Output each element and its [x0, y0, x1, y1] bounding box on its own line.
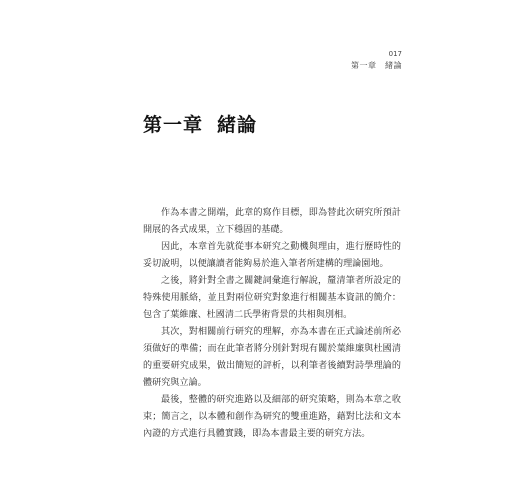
- page-number: 017: [388, 50, 402, 58]
- paragraph: 作為本書之開端，此章的寫作目標，即為替此次研究所預計開展的各式成果，立下穩固的基礎。: [143, 208, 401, 235]
- paragraph: 之後，將針對全書之關鍵詞彙進行解說，釐清筆者所設定的特殊使用脈絡，並且對兩位研究對象進行相關基本資訊的簡介：包含了葉維廉、杜國清二氏學術背景的共相與別相。: [143, 276, 401, 320]
- chapter-title: [143, 110, 257, 137]
- paragraph: 因此，本章首先就從事本研究之動機與理由，進行歷時性的妥切說明，以便讓讀者能夠易於進入筆者所建構的理論園地。: [143, 242, 401, 269]
- chapter-number: 第一章: [143, 114, 204, 136]
- paragraph: 其次，對相關前行研究的理解，亦為本書在正式論述前所必須做好的準備；而在此筆者將分別針對現有關於葉維廉與杜國清的重要研究成果，做出簡短的評析，以利筆者後續對詩學理論的體研究與立論。: [143, 327, 401, 388]
- paragraph: 最後，整體的研究進路以及細部的研究策略，則為本章之收束；簡言之，以本體和創作為研究的雙重進路，藉對比法和文本內證的方式進行具體實踐，即為本書最主要的研究方法。: [143, 395, 401, 439]
- body-text: [143, 205, 401, 443]
- chapter-name: 緒論: [217, 114, 258, 136]
- running-header: 第一章 緒論: [351, 61, 402, 70]
